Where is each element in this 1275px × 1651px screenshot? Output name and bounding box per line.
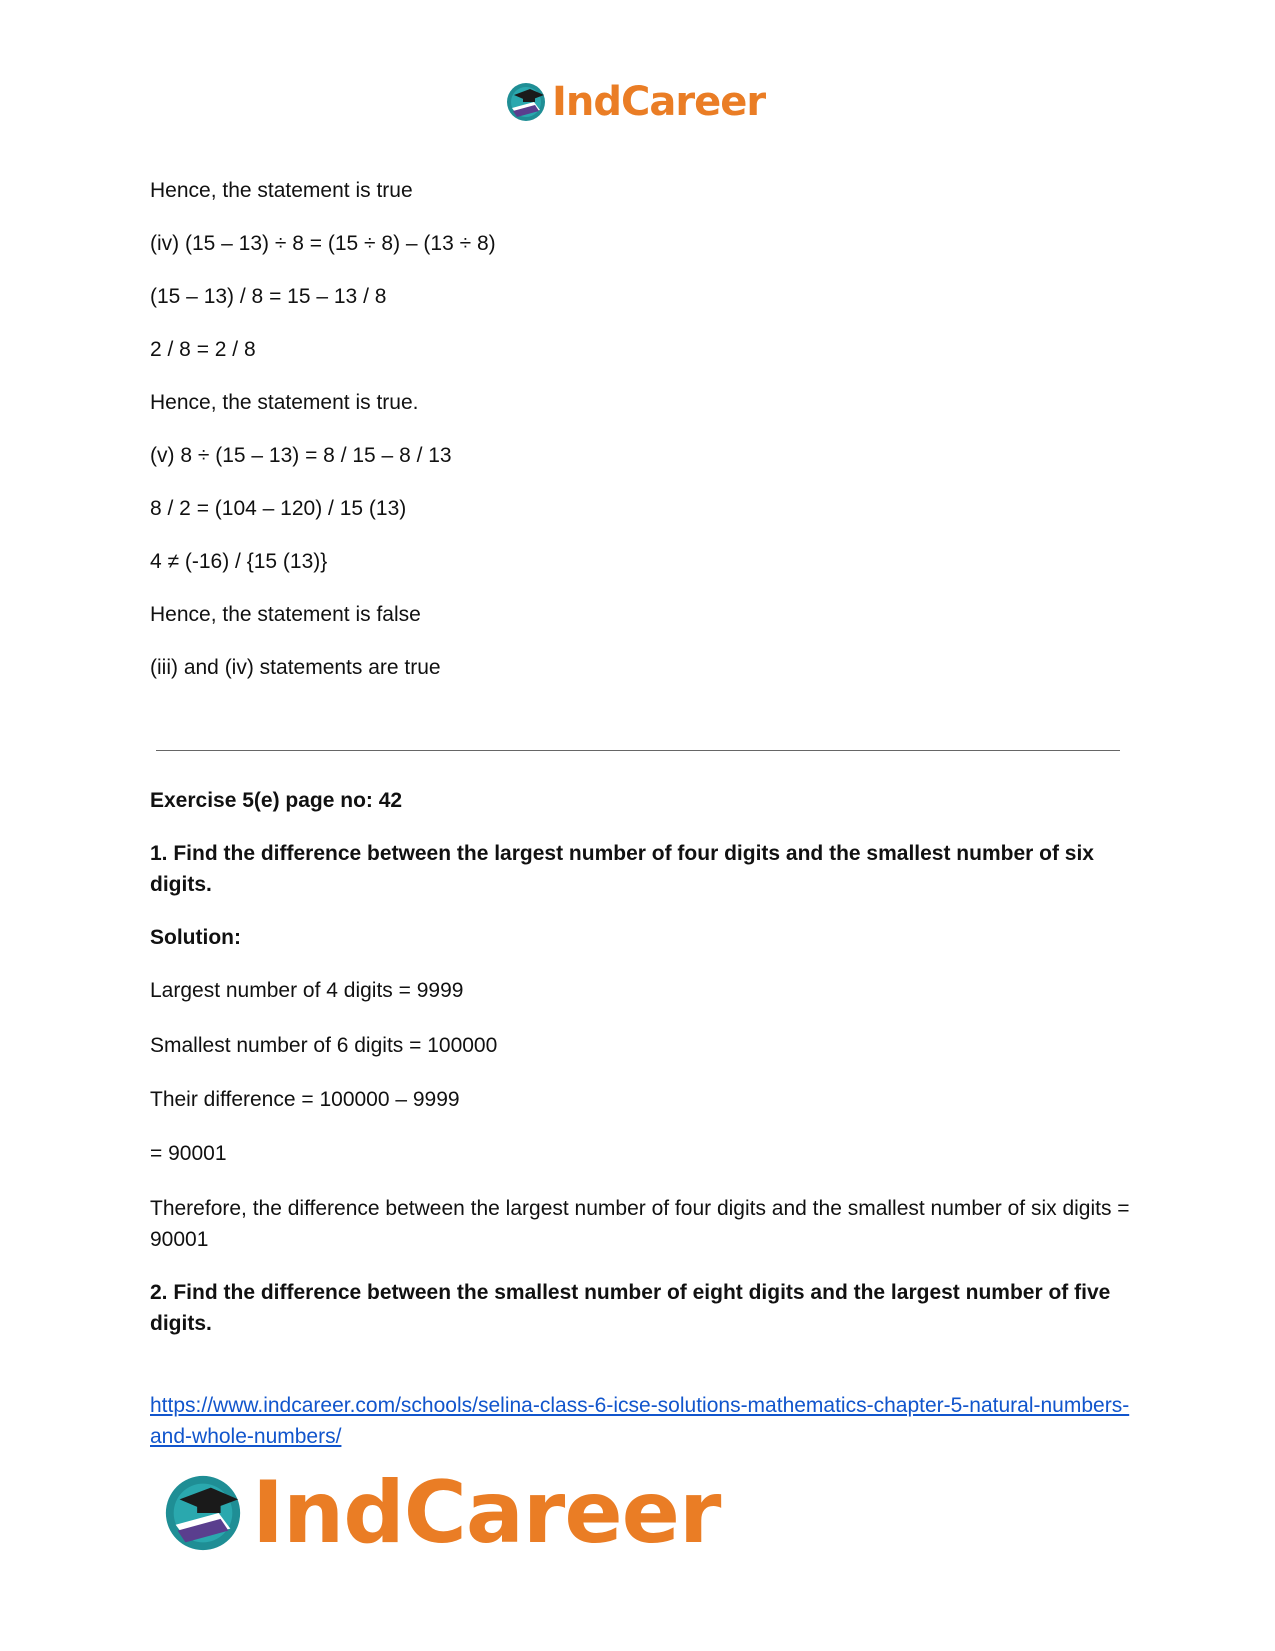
logo-wordmark: IndCareer [552, 79, 766, 125]
solution-line: Their difference = 100000 – 9999 [150, 1088, 460, 1111]
body-line: (v) 8 ÷ (15 – 13) = 8 / 15 – 8 / 13 [150, 444, 452, 467]
header-logo [504, 78, 765, 126]
conclusion-text: Therefore, the difference between the largest number of four digits and the smallest number of six digits = 90001 [150, 1197, 1130, 1251]
body-line: 8 / 2 = (104 – 120) / 15 (13) [150, 497, 407, 520]
question-1: 1. Find the difference between the largest number of four digits and the smallest number of six digits. [150, 842, 1094, 896]
footer-link[interactable]: https://www.indcareer.com/schools/selina-class-6-icse-solutions-mathematics-chapter-5-natural-numbers-and-whole-numbers/ [150, 1394, 1130, 1448]
footer-logo [160, 1465, 720, 1561]
graduation-cap-icon [160, 1470, 246, 1556]
solution-line: Largest number of 4 digits = 9999 [150, 979, 464, 1002]
exercise-heading: Exercise 5(e) page no: 42 [150, 789, 403, 812]
solution-label: Solution: [150, 926, 241, 949]
body-line: Hence, the statement is false [150, 603, 421, 626]
logo-wordmark: IndCareer [252, 1463, 721, 1563]
body-line: (15 – 13) / 8 = 15 – 13 / 8 [150, 285, 387, 308]
body-line: (iv) (15 – 13) ÷ 8 = (15 ÷ 8) – (13 ÷ 8) [150, 232, 496, 255]
solution-line: Smallest number of 6 digits = 100000 [150, 1034, 498, 1057]
body-line: (iii) and (iv) statements are true [150, 656, 441, 679]
body-line: Hence, the statement is true. [150, 391, 419, 414]
body-line: 2 / 8 = 2 / 8 [150, 338, 256, 361]
body-line: 4 ≠ (-16) / {15 (13)} [150, 550, 328, 573]
section-divider [156, 750, 1120, 751]
graduation-cap-icon [504, 80, 548, 124]
solution-line: = 90001 [150, 1142, 227, 1165]
body-line: Hence, the statement is true [150, 179, 413, 202]
question-2: 2. Find the difference between the smallest number of eight digits and the largest number of five digits. [150, 1281, 1111, 1335]
